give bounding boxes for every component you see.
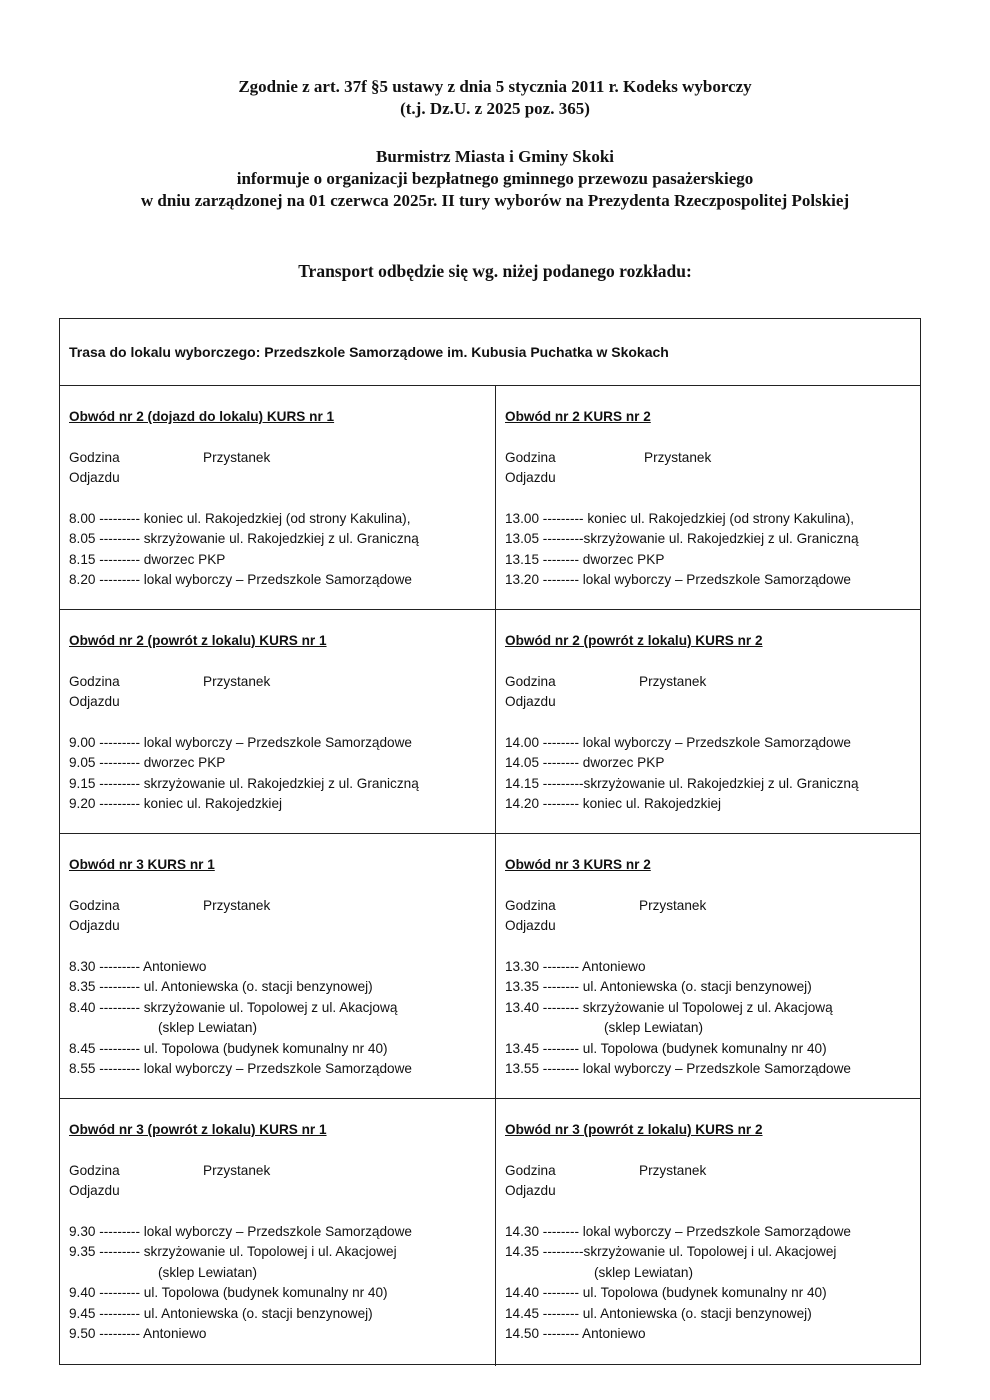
schedule-cell xyxy=(60,610,496,834)
stop-list xyxy=(505,733,910,815)
schedule-table xyxy=(59,318,921,1365)
stop-entry: 9.00 --------- lokal wyborczy – Przedszkole Samorządowe xyxy=(69,735,412,750)
stop-entry: 13.35 -------- ul. Antoniewska (o. stacji benzynowej) xyxy=(505,979,812,995)
stop-entry: 13.15 -------- dworzec PKP xyxy=(505,551,665,567)
time-column-header: Godzina Odjazdu xyxy=(505,898,556,933)
course-title: Obwód nr 2 (dojazd do lokalu) KURS nr 1 xyxy=(69,409,335,424)
stop-entry: 14.50 -------- Antoniewo xyxy=(505,1326,646,1342)
stop-list xyxy=(505,509,910,591)
course-title: Obwód nr 2 (powrót z lokalu) KURS nr 2 xyxy=(505,633,763,648)
schedule-cell xyxy=(496,386,920,610)
column-headers xyxy=(69,1161,485,1201)
column-headers xyxy=(505,448,910,488)
stop-entry: 13.30 -------- Antoniewo xyxy=(505,959,646,974)
schedule-cell xyxy=(60,834,496,1099)
course-title: Obwód nr 3 KURS nr 2 xyxy=(505,857,651,872)
stop-entry-continuation: (sklep Lewiatan) xyxy=(594,1264,693,1280)
course-title: Obwód nr 3 KURS nr 1 xyxy=(69,857,215,872)
schedule-cell xyxy=(60,1099,496,1366)
stop-entry-continuation: (sklep Lewiatan) xyxy=(158,1264,257,1280)
column-headers xyxy=(505,672,910,712)
schedule-cell xyxy=(496,1099,920,1366)
stop-entry: 9.05 --------- dworzec PKP xyxy=(69,755,226,771)
stop-entry: 8.20 --------- lokal wyborczy – Przedszkole Samorządowe xyxy=(69,572,412,588)
stop-entry: 8.45 --------- ul. Topolowa (budynek komunalny nr 40) xyxy=(69,1040,388,1056)
stop-entry: 8.30 --------- Antoniewo xyxy=(69,959,207,974)
stop-entry: 14.05 -------- dworzec PKP xyxy=(505,755,665,771)
stop-column-header: Przystanek xyxy=(639,898,707,913)
stop-list xyxy=(505,957,910,1079)
stop-entry: 8.15 --------- dworzec PKP xyxy=(69,551,226,567)
stop-entry: 9.50 --------- Antoniewo xyxy=(69,1326,207,1342)
stop-entry: 13.20 -------- lokal wyborczy – Przedszkole Samorządowe xyxy=(505,572,851,588)
stop-entry-continuation: (sklep Lewiatan) xyxy=(604,1020,703,1036)
stop-column-header: Przystanek xyxy=(203,1163,271,1178)
stop-column-header: Przystanek xyxy=(639,674,707,689)
stop-list xyxy=(69,1222,485,1344)
stop-entry-continuation: (sklep Lewiatan) xyxy=(158,1020,257,1036)
stop-list xyxy=(69,509,485,591)
announcement-heading xyxy=(0,146,990,212)
stop-column-header: Przystanek xyxy=(203,450,271,465)
announcement-line: informuje o organizacji bezpłatnego gminnego przewozu pasażerskiego xyxy=(236,169,754,188)
route-row xyxy=(60,319,920,386)
stop-entry: 9.30 --------- lokal wyborczy – Przedszkole Samorządowe xyxy=(69,1224,412,1239)
schedule-row xyxy=(60,386,920,610)
stop-entry: 8.55 --------- lokal wyborczy – Przedszkole Samorządowe xyxy=(69,1061,412,1077)
stop-column-header: Przystanek xyxy=(203,898,271,913)
stop-column-header: Przystanek xyxy=(203,674,271,689)
announcement-date-line: w dniu zarządzonej na 01 czerwca 2025r. II tury wyborów na Prezydenta Rzeczpospolitej Polskiej xyxy=(140,191,850,210)
stop-entry: 14.15 ---------skrzyżowanie ul. Rakojedzkiej z ul. Graniczną xyxy=(505,775,859,791)
stop-column-header: Przystanek xyxy=(639,1163,707,1178)
stop-entry: 8.00 --------- koniec ul. Rakojedzkiej (od strony Kakulina), xyxy=(69,511,411,526)
stop-entry: 8.05 --------- skrzyżowanie ul. Rakojedzkiej z ul. Graniczną xyxy=(69,531,419,547)
stop-entry: 13.00 --------- koniec ul. Rakojedzkiej (od strony Kakulina), xyxy=(505,511,855,526)
schedule-cell xyxy=(496,610,920,834)
schedule-row xyxy=(60,834,920,1099)
column-headers xyxy=(505,1161,910,1201)
legal-basis-heading xyxy=(0,76,990,120)
course-title: Obwód nr 3 (powrót z lokalu) KURS nr 1 xyxy=(69,1122,327,1137)
stop-entry: 14.20 -------- koniec ul. Rakojedzkiej xyxy=(505,796,722,812)
stop-entry: 13.05 ---------skrzyżowanie ul. Rakojedzkiej z ul. Graniczną xyxy=(505,531,859,547)
legal-basis-line: Zgodnie z art. 37f §5 ustawy z dnia 5 stycznia 2011 r. Kodeks wyborczy xyxy=(238,77,752,96)
route-title: Trasa do lokalu wyborczego: Przedszkole Samorządowe im. Kubusia Puchatka w Skokach xyxy=(69,344,669,360)
stop-entry: 9.15 --------- skrzyżowanie ul. Rakojedzkiej z ul. Graniczną xyxy=(69,775,419,791)
stop-entry: 14.00 -------- lokal wyborczy – Przedszkole Samorządowe xyxy=(505,735,851,750)
announcer-line: Burmistrz Miasta i Gminy Skoki xyxy=(375,147,614,166)
transport-intro: Transport odbędzie się wg. niżej podanego rozkładu: xyxy=(298,261,692,281)
column-headers xyxy=(69,896,485,936)
stop-entry: 13.55 -------- lokal wyborczy – Przedszkole Samorządowe xyxy=(505,1061,851,1077)
stop-entry: 9.45 --------- ul. Antoniewska (o. stacji benzynowej) xyxy=(69,1305,373,1321)
stop-list xyxy=(69,957,485,1079)
legal-basis-reference: (t.j. Dz.U. z 2025 poz. 365) xyxy=(400,99,590,118)
schedule-cell xyxy=(60,386,496,610)
stop-entry: 9.35 --------- skrzyżowanie ul. Topolowej i ul. Akacjowej xyxy=(69,1244,397,1260)
time-column-header: Godzina Odjazdu xyxy=(69,674,120,709)
stop-entry: 9.20 --------- koniec ul. Rakojedzkiej xyxy=(69,796,283,812)
stop-entry: 8.40 --------- skrzyżowanie ul. Topolowej z ul. Akacjową xyxy=(69,999,398,1015)
column-headers xyxy=(505,896,910,936)
stop-list xyxy=(505,1222,910,1344)
stop-entry: 14.30 -------- lokal wyborczy – Przedszkole Samorządowe xyxy=(505,1224,851,1239)
stop-entry: 13.45 -------- ul. Topolowa (budynek komunalny nr 40) xyxy=(505,1040,827,1056)
schedule-row xyxy=(60,610,920,834)
time-column-header: Godzina Odjazdu xyxy=(505,450,556,485)
schedule-cell xyxy=(496,834,920,1099)
stop-entry: 8.35 --------- ul. Antoniewska (o. stacji benzynowej) xyxy=(69,979,373,995)
column-headers xyxy=(69,448,485,488)
stop-column-header: Przystanek xyxy=(644,450,712,465)
course-title: Obwód nr 2 (powrót z lokalu) KURS nr 1 xyxy=(69,633,327,648)
stop-entry: 14.40 -------- ul. Topolowa (budynek komunalny nr 40) xyxy=(505,1285,827,1301)
stop-entry: 14.45 -------- ul. Antoniewska (o. stacji benzynowej) xyxy=(505,1305,812,1321)
course-title: Obwód nr 2 KURS nr 2 xyxy=(505,409,651,424)
schedule-row xyxy=(60,1099,920,1364)
stop-entry: 14.35 ---------skrzyżowanie ul. Topolowej i ul. Akacjowej xyxy=(505,1244,837,1260)
time-column-header: Godzina Odjazdu xyxy=(69,1163,120,1198)
stop-list xyxy=(69,733,485,815)
time-column-header: Godzina Odjazdu xyxy=(505,1163,556,1198)
stop-entry: 13.40 -------- skrzyżowanie ul Topolowej z ul. Akacjową xyxy=(505,999,833,1015)
stop-entry: 9.40 --------- ul. Topolowa (budynek komunalny nr 40) xyxy=(69,1285,388,1301)
course-title: Obwód nr 3 (powrót z lokalu) KURS nr 2 xyxy=(505,1122,763,1137)
time-column-header: Godzina Odjazdu xyxy=(505,674,556,709)
time-column-header: Godzina Odjazdu xyxy=(69,450,120,485)
column-headers xyxy=(69,672,485,712)
time-column-header: Godzina Odjazdu xyxy=(69,898,120,933)
